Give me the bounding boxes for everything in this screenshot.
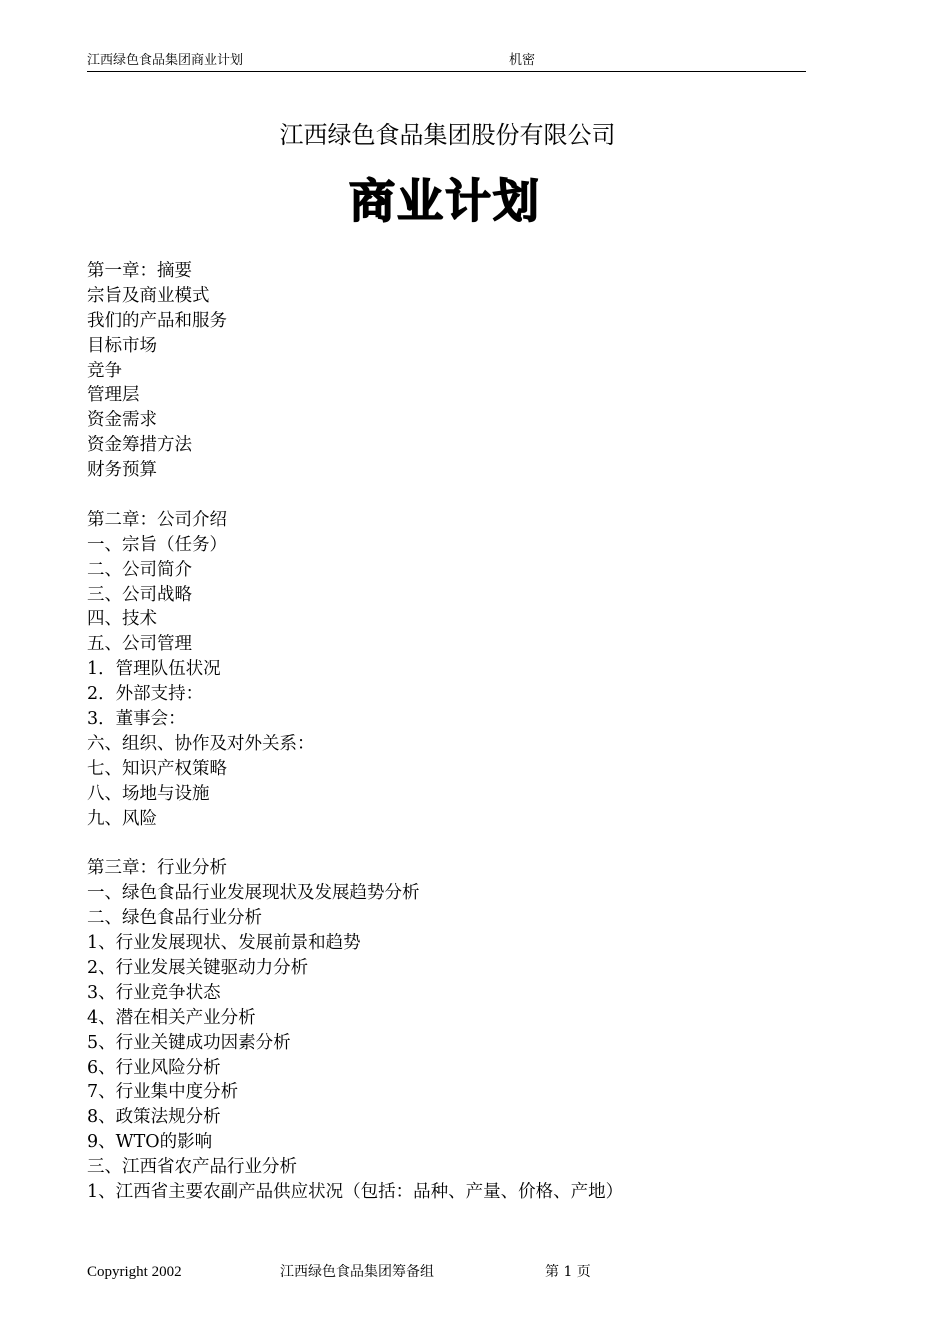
toc-item: 宗旨及商业模式 (87, 285, 210, 306)
company-title: 江西绿色食品集团股份有限公司 (279, 121, 616, 149)
toc-item: 六、组织、协作及对外关系： (87, 733, 315, 754)
toc-item: 1．管理队伍状况 (87, 659, 221, 680)
toc-item: 目标市场 (87, 335, 157, 356)
toc-item: 三、江西省农产品行业分析 (87, 1157, 297, 1178)
toc-item: 9、WTO的影响 (87, 1132, 213, 1153)
toc-item: 1、江西省主要农副产品供应状况（包括：品种、产量、价格、产地） (87, 1181, 624, 1202)
header-confidential-label: 机密 (509, 53, 536, 68)
toc-item: 我们的产品和服务 (87, 310, 227, 331)
toc-item: 3．董事会： (87, 709, 186, 730)
toc-item: 4、潜在相关产业分析 (87, 1007, 256, 1028)
toc-item: 2．外部支持： (87, 684, 204, 705)
toc-item: 一、宗旨（任务） (87, 534, 227, 555)
toc-spacer (87, 483, 827, 508)
footer-page-number: 第 1 页 (545, 1264, 591, 1280)
toc-item: 8、政策法规分析 (87, 1107, 221, 1128)
toc-item: 九、风险 (87, 808, 157, 829)
toc-item: 5、行业关键成功因素分析 (87, 1032, 291, 1053)
toc-item: 1、行业发展现状、发展前景和趋势 (87, 933, 361, 954)
table-of-contents (87, 259, 827, 1205)
toc-item: 七、知识产权策略 (87, 758, 227, 779)
toc-item: 二、公司简介 (87, 559, 192, 580)
toc-item: 三、公司战略 (87, 584, 192, 605)
toc-item: 五、公司管理 (87, 634, 192, 655)
page-header (87, 52, 806, 72)
toc-item: 6、行业风险分析 (87, 1057, 221, 1078)
toc-item: 竞争 (87, 360, 122, 381)
toc-item: 四、技术 (87, 609, 157, 630)
toc-item: 第一章：摘要 (87, 261, 192, 281)
toc-item: 3、行业竞争状态 (87, 982, 221, 1003)
toc-item: 资金筹措方法 (87, 435, 192, 456)
toc-item: 第二章：公司介绍 (87, 509, 227, 530)
document-title: 商业计划 (349, 174, 541, 228)
header-document-name: 江西绿色食品集团商业计划 (87, 53, 244, 68)
toc-item: 八、场地与设施 (87, 783, 210, 804)
toc-item: 财务预算 (87, 460, 157, 481)
footer-organization: 江西绿色食品集团筹备组 (280, 1264, 434, 1280)
toc-item: 资金需求 (87, 410, 157, 431)
toc-item: 一、绿色食品行业发展现状及发展趋势分析 (87, 883, 420, 904)
toc-spacer (87, 831, 827, 856)
footer-copyright: Copyright 2002 (87, 1264, 182, 1280)
page-footer (87, 1262, 806, 1282)
toc-item: 管理层 (87, 385, 140, 406)
toc-item: 二、绿色食品行业分析 (87, 908, 262, 929)
toc-item: 第三章：行业分析 (87, 858, 227, 879)
toc-item: 7、行业集中度分析 (87, 1082, 239, 1103)
toc-item: 2、行业发展关键驱动力分析 (87, 957, 309, 978)
